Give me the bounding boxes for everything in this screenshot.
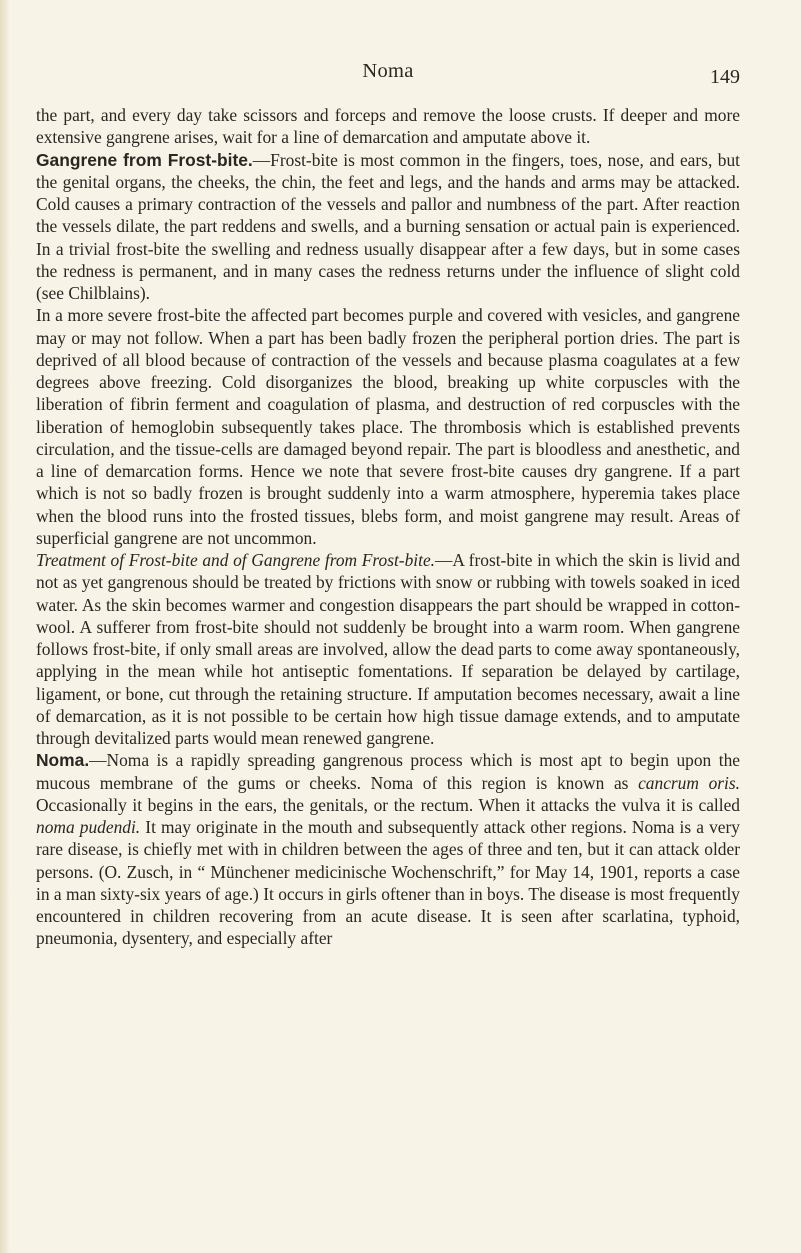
body-text [36, 104, 740, 950]
running-title: Noma [362, 60, 414, 82]
paragraph-frostbite-text: —Frost-bite is most common in the fingers, toes, nose, and ears, but the genital organs, the cheeks, the chin, the feet and legs, and the hands and arms may be attacked. Cold causes a primary contraction of the vessels and pallor and numbness of the part. After reaction the vessels dilate, the part reddens and swells, and a burning sensation or actual pain is experienced. In a trivial frost-bite the swelling and redness usually disappear after a few days, but in some cases the redness is permanent, and in many cases the redness returns under the influence of slight cold (see Chilblains). [36, 149, 740, 303]
page-header [36, 60, 740, 90]
page-number: 149 [710, 66, 740, 88]
paragraph-severe-frostbite [36, 304, 740, 549]
page-edge-shadow [0, 0, 10, 1253]
paragraph-noma-text-b: Occasionally it begins in the ears, the genitals, or the rectum. When it attacks the vulva it is called [36, 794, 740, 815]
paragraph-noma [36, 749, 740, 949]
paragraph-treatment [36, 549, 740, 749]
paragraph-frostbite [36, 149, 740, 305]
section-heading-noma: Noma. [36, 750, 90, 771]
paragraph-noma-text-a: —Noma is a rapidly spreading gangrenous process which is most apt to begin upon the mucous membrane of the gums or cheeks. Noma of this region is known as [36, 750, 740, 793]
paragraph-1-text: the part, and every day take scissors and forceps and remove the loose crusts. If deeper and more extensive gangrene arises, wait for a line of demarcation and amputate above it. [36, 105, 740, 148]
paragraph-1 [36, 104, 740, 149]
paragraph-treatment-text: —A frost-bite in which the skin is livid and not as yet gangrenous should be treated by frictions with snow or rubbing with towels soaked in iced water. As the skin becomes warmer and congestion disappears the part should be wrapped in cotton-wool. A sufferer from frost-bite should not suddenly be brought into a warm room. When gangrene follows frost-bite, if only small areas are involved, allow the dead parts to come away spontaneously, applying in the mean while hot antiseptic fomentations. If separation be delayed by cartilage, ligament, or bone, cut through the retaining structure. If amputation becomes necessary, await a line of demarcation, as it is not possible to be certain how high tissue damage extends, and to amputate through devitalized parts would mean renewed gangrene. [36, 550, 740, 748]
paragraph-severe-frostbite-text: In a more severe frost-bite the affected part becomes purple and covered with vesicles, and gangrene may or may not follow. When a part has been badly frozen the peripheral portion dries. The part is deprived of all blood because of contraction of the vessels and because plasma coagulates at a few degrees above freezing. Cold disorganizes the blood, breaking up white corpuscles with the liberation of fibrin ferment and coagulation of plasma, and destruction of red corpuscles with the liberation of hemoglobin subsequently takes place. The thrombosis which is established prevents circulation, and the tissue-cells are damaged beyond repair. The part is bloodless and anesthetic, and a line of demarcation forms. Hence we note that severe frost-bite causes dry gangrene. If a part which is not so badly frozen is brought suddenly into a warm atmosphere, hyperemia takes place when the blood runs into the frosted tissues, blebs form, and moist gangrene may result. Areas of superficial gangrene are not uncommon. [36, 305, 740, 548]
section-heading-treatment: Treatment of Frost-bite and of Gangrene from Frost-bite. [36, 550, 436, 570]
paragraph-noma-text-c: It may originate in the mouth and subsequently attack other regions. Noma is a very rare disease, is chiefly met with in children between the ages of three and ten, but it can attack older persons. (O. Zusch, in “ Münchener medicinische Wochenschrift,” for May 14, 1901, reports a case in a man sixty-six years of age.) It occurs in girls oftener than in boys. The disease is most frequently encountered in children recovering from an acute disease. It is seen after scarlatina, typhoid, pneumonia, dysentery, and especially after [36, 817, 741, 949]
term-cancrum-oris: cancrum oris. [638, 772, 740, 793]
term-noma-pudendi: noma pudendi. [36, 817, 141, 837]
section-heading-frostbite: Gangrene from Frost-bite. [36, 149, 253, 170]
